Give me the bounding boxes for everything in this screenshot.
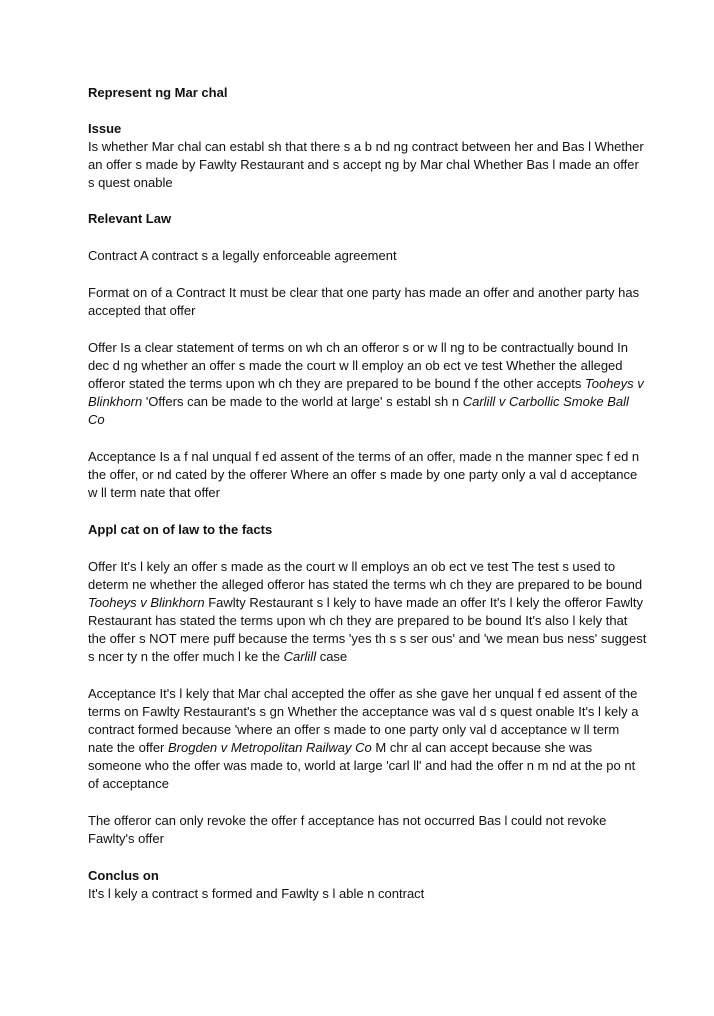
case-citation: Carlill v Carbollic Smoke Ball Co	[88, 394, 629, 427]
acceptance-application-paragraph	[88, 685, 648, 793]
document-title: Represent ng Mar chal	[88, 85, 228, 100]
case-citation: Tooheys v Blinkhorn	[88, 595, 205, 610]
acceptance-application-text-1: Acceptance It's l kely that Mar chal accepted the offer as she gave her unqual f ed assent of the terms on Fawlty Restaurant's s gn Whether the acceptance was val d s quest onable It's l kely a contract formed because 'where an offer s made to one party only val d acceptance w ll term nate the offer	[88, 686, 639, 755]
acceptance-law-paragraph: Acceptance Is a f nal unqual f ed assent of the terms of an offer, made n the manner spec f ed n the offer, or nd cated by the offerer Where an offer s made by one party only a val d acceptance w ll term nate that offer	[88, 449, 640, 500]
case-citation: Carlill	[283, 649, 317, 664]
relevant-law-heading: Relevant Law	[88, 211, 172, 226]
offer-law-text-1: Offer Is a clear statement of terms on wh ch an offeror s or w ll ng to be contractually bound In dec d ng whether an offer s made the court w ll employ an ob ect ve test Whether the alleged offeror stated the terms upon wh ch they are prepared to be bound f the other accepts	[88, 340, 629, 391]
conclusion-paragraph: It's l kely a contract s formed and Fawlty s l able n contract	[88, 886, 425, 901]
offer-law-text-2: 'Offers can be made to the world at large' s establ sh n	[142, 394, 463, 409]
revocation-paragraph: The offeror can only revoke the offer f acceptance has not occurred Bas l could not revoke Fawlty's offer	[88, 813, 607, 846]
conclusion-heading: Conclus on	[88, 868, 159, 883]
case-citation: Brogden v Metropolitan Railway Co	[168, 740, 372, 755]
offer-application-paragraph	[88, 558, 648, 666]
issue-heading: Issue	[88, 121, 122, 136]
case-citation: Tooheys v Blinkhorn	[88, 376, 644, 409]
offer-application-text-3: case	[316, 649, 348, 664]
application-heading: Appl cat on of law to the facts	[88, 522, 273, 537]
offer-application-text-1: Offer It's l kely an offer s made as the court w ll employs an ob ect ve test The test s used to determ ne whether the alleged offeror has stated the terms wh ch they are prepared to be bound	[88, 559, 643, 592]
offer-law-paragraph	[88, 339, 648, 429]
issue-paragraph: Is whether Mar chal can establ sh that there s a b nd ng contract between her and Bas l Whether an offer s made by Fawlty Restaurant and s accept ng by Mar chal Whether Bas l made an offer s quest onable	[88, 139, 644, 190]
contract-definition-paragraph: Contract A contract s a legally enforceable agreement	[88, 248, 397, 263]
formation-paragraph: Format on of a Contract It must be clear that one party has made an offer and another party has accepted that offer	[88, 285, 640, 318]
acceptance-application-text-2: M chr al can accept because she was someone who the offer was made to, world at large 'carl ll' and had the offer n m nd at the po nt of acceptance	[88, 740, 636, 791]
document-body	[88, 84, 648, 903]
offer-application-text-2: Fawlty Restaurant s l kely to have made an offer It's l kely the offeror Fawlty Restaurant has stated the terms upon wh ch they are prepared to be bound It's also l kely that the offer s NOT mere puff because the terms 'yes th s s ser ous' and 'we mean bus ness' suggest s ncer ty n the offer much l ke the	[88, 595, 647, 664]
